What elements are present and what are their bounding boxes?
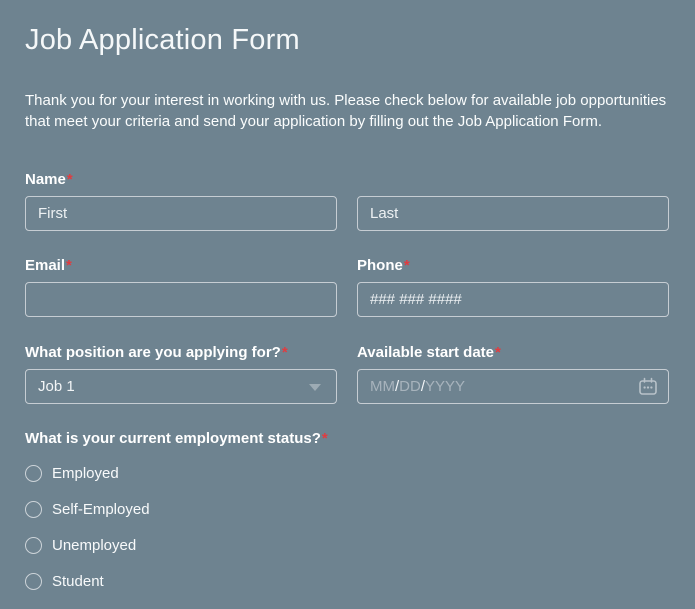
employment-status-options bbox=[25, 455, 669, 599]
intro-text: Thank you for your interest in working with us. Please check below for available job opportunities that meet your criteria and send your application by filling out the Job Application Form. bbox=[25, 92, 667, 130]
name-label: Name* bbox=[25, 171, 73, 188]
calendar-icon[interactable] bbox=[638, 377, 658, 397]
page-title: Job Application Form bbox=[25, 24, 300, 56]
required-asterisk: * bbox=[66, 257, 72, 274]
radio-button[interactable] bbox=[25, 465, 42, 482]
radio-button[interactable] bbox=[25, 501, 42, 518]
caret-down-icon bbox=[309, 384, 321, 391]
email-label: Email* bbox=[25, 257, 72, 274]
required-asterisk: * bbox=[403, 257, 410, 274]
date-year-placeholder: YYYY bbox=[425, 378, 466, 395]
radio-option-label: Self-Employed bbox=[52, 500, 150, 518]
required-asterisk: * bbox=[281, 344, 288, 361]
phone-field-group bbox=[357, 257, 669, 317]
date-separator: / bbox=[420, 378, 426, 395]
position-field-group bbox=[25, 344, 337, 404]
date-separator: / bbox=[395, 378, 400, 395]
start-date-field-group bbox=[357, 344, 669, 404]
first-name-input[interactable] bbox=[25, 196, 337, 231]
date-month-placeholder: MM bbox=[370, 378, 395, 395]
radio-option-label: Employed bbox=[52, 464, 119, 482]
radio-option-employed[interactable] bbox=[25, 455, 669, 491]
position-label: What position are you applying for?* bbox=[25, 344, 288, 361]
email-input[interactable] bbox=[25, 282, 337, 317]
name-section bbox=[25, 171, 669, 231]
start-date-input[interactable] bbox=[357, 369, 669, 404]
required-asterisk: * bbox=[495, 344, 501, 361]
radio-option-label: Student bbox=[52, 572, 104, 590]
contact-section bbox=[25, 257, 669, 317]
required-asterisk: * bbox=[321, 430, 328, 447]
date-day-placeholder: DD bbox=[399, 378, 421, 395]
radio-option-student[interactable] bbox=[25, 563, 669, 599]
radio-option-unemployed[interactable] bbox=[25, 527, 669, 563]
position-selected-value: Job 1 bbox=[38, 378, 75, 395]
phone-input[interactable] bbox=[357, 282, 669, 317]
position-date-section bbox=[25, 344, 669, 404]
radio-button[interactable] bbox=[25, 573, 42, 590]
radio-option-self-employed[interactable] bbox=[25, 491, 669, 527]
position-dropdown[interactable] bbox=[25, 369, 337, 404]
last-name-input[interactable] bbox=[357, 196, 669, 231]
email-field-group bbox=[25, 257, 337, 317]
employment-status-section bbox=[25, 430, 669, 599]
employment-status-label: What is your current employment status?* bbox=[25, 430, 328, 447]
required-asterisk: * bbox=[66, 171, 73, 188]
phone-label: Phone* bbox=[357, 257, 410, 274]
start-date-label: Available start date* bbox=[357, 344, 501, 361]
radio-option-label: Unemployed bbox=[52, 536, 137, 554]
radio-button[interactable] bbox=[25, 537, 42, 554]
